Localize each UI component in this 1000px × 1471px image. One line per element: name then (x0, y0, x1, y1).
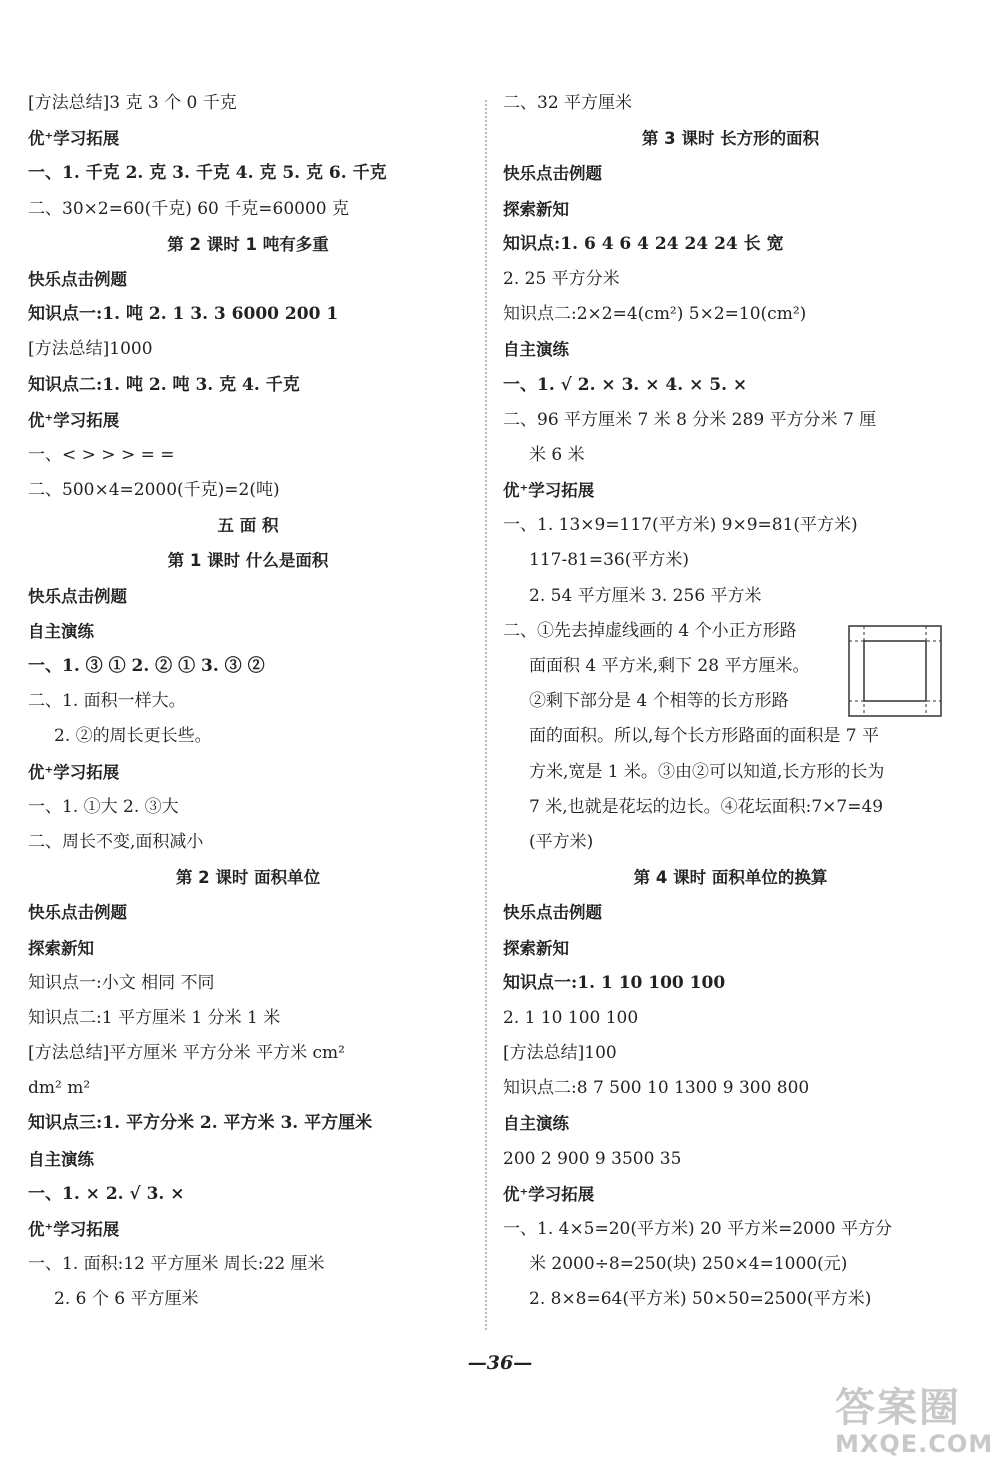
left-column-line: 二、周长不变,面积减小 (28, 831, 204, 852)
left-column-line: 2. ②的周长更长些。 (54, 726, 212, 747)
right-column-line: 200 2 900 9 3500 35 (503, 1148, 682, 1169)
left-column-line: 一、1. ③ ① 2. ② ① 3. ③ ② (28, 656, 265, 676)
right-column-line: 第 4 课时 面积单位的换算 (633, 868, 828, 888)
column-divider (485, 100, 487, 1330)
right-column-line: ②剩下部分是 4 个相等的长方形路 (529, 691, 789, 712)
right-column-line: 知识点:1. 6 4 6 4 24 24 24 长 宽 (503, 233, 784, 254)
right-column-line: 二、32 平方厘米 (503, 93, 633, 113)
left-column-line: 第 2 课时 1 吨有多重 (167, 234, 329, 254)
left-column-line: dm² m² (28, 1078, 91, 1099)
left-column-line: 优⁺学习拓展 (28, 762, 120, 782)
right-column-line: 快乐点击例题 (503, 903, 602, 923)
left-column-line: 知识点二:1. 吨 2. 吨 3. 克 4. 千克 (28, 374, 300, 395)
left-column-line: 知识点一:小文 相同 不同 (28, 972, 215, 993)
left-column-line: 二、30×2=60(千克) 60 千克=60000 克 (28, 198, 349, 219)
left-column-line: 一、< > > > = = (28, 444, 175, 465)
left-column-line: [方法总结]平方厘米 平方分米 平方米 cm² (28, 1043, 345, 1064)
left-column-line: 五 面 积 (217, 516, 279, 536)
watermark-logo (835, 1385, 994, 1465)
right-column-line: 第 3 课时 长方形的面积 (641, 129, 820, 149)
left-column-line: 优⁺学习拓展 (28, 410, 120, 430)
right-column-line: (平方米) (529, 831, 594, 852)
left-column-line: 优⁺学习拓展 (28, 129, 120, 149)
left-column-line: 快乐点击例题 (28, 586, 127, 606)
left-column-line: 一、1. 千克 2. 克 3. 千克 4. 克 5. 克 6. 千克 (28, 163, 387, 184)
right-column-line: 知识点二:8 7 500 10 1300 9 300 800 (503, 1078, 810, 1099)
right-column-line: 探索新知 (503, 938, 569, 958)
left-column-line: 2. 6 个 6 平方厘米 (54, 1289, 199, 1310)
left-column-line: 一、1. × 2. √ 3. × (28, 1183, 185, 1204)
right-column-line: 2. 8×8=64(平方米) 50×50=2500(平方米) (529, 1289, 872, 1310)
right-column-line: 一、1. 4×5=20(平方米) 20 平方米=2000 平方分 (503, 1219, 892, 1239)
left-column-line: [方法总结]1000 (28, 339, 153, 360)
left-column-line: 一、1. 面积:12 平方厘米 周长:22 厘米 (28, 1254, 325, 1275)
right-column-line: 面面积 4 平方米,剩下 28 平方厘米。 (529, 656, 810, 676)
right-column-line: 2. 54 平方厘米 3. 256 平方米 (529, 585, 762, 606)
left-column-line: 知识点二:1 平方厘米 1 分米 1 米 (28, 1007, 281, 1028)
right-column-line: 自主演练 (503, 1114, 569, 1134)
right-column-line: 二、96 平方厘米 7 米 8 分米 289 平方分米 7 厘 (503, 409, 877, 430)
right-column-line: 快乐点击例题 (503, 164, 602, 184)
left-column-line: 快乐点击例题 (28, 903, 127, 923)
right-column-line: 面的面积。所以,每个长方形路面的面积是 7 平 (529, 726, 880, 747)
left-column-line: 第 1 课时 什么是面积 (167, 551, 329, 571)
left-column-line: 知识点三:1. 平方分米 2. 平方米 3. 平方厘米 (28, 1113, 373, 1134)
left-column-line: 知识点一:1. 吨 2. 1 3. 3 6000 200 1 (28, 304, 339, 325)
left-column-line: 一、1. ①大 2. ③大 (28, 796, 179, 817)
right-column-line: 2. 25 平方分米 (503, 268, 620, 289)
right-column-line: 探索新知 (503, 199, 569, 219)
left-column-line: 自主演练 (28, 1149, 94, 1169)
page-number: —36— (467, 1352, 533, 1374)
right-column-line: 一、1. √ 2. × 3. × 4. × 5. × (503, 374, 748, 395)
left-column-line: 二、500×4=2000(千克)=2(吨) (28, 480, 280, 501)
right-column-line: 117-81=36(平方米) (529, 550, 689, 571)
left-column-line: 二、1. 面积一样大。 (28, 691, 186, 712)
right-column-line: 知识点一:1. 1 10 100 100 (503, 972, 726, 993)
left-column-line: [方法总结]3 克 3 个 0 千克 (28, 93, 237, 113)
left-column-line: 第 2 课时 面积单位 (175, 868, 321, 888)
right-column-line: 优⁺学习拓展 (503, 1184, 595, 1204)
left-column-line: 自主演练 (28, 621, 94, 641)
right-column-line: [方法总结]100 (503, 1043, 617, 1064)
flowerbed-figure (848, 625, 942, 717)
watermark-en: MXQE.COM (835, 1430, 994, 1458)
right-column-line: 米 2000÷8=250(块) 250×4=1000(元) (529, 1254, 848, 1275)
right-column-line: 7 米,也就是花坛的边长。④花坛面积:7×7=49 (529, 796, 884, 817)
right-column-line: 2. 1 10 100 100 (503, 1007, 639, 1028)
right-column-line: 方米,宽是 1 米。③由②可以知道,长方形的长为 (529, 761, 885, 782)
left-column-line: 快乐点击例题 (28, 269, 127, 289)
right-column-line: 自主演练 (503, 340, 569, 360)
right-column-line: 一、1. 13×9=117(平方米) 9×9=81(平方米) (503, 515, 858, 536)
left-column-line: 探索新知 (28, 938, 94, 958)
right-column-line: 知识点二:2×2=4(cm²) 5×2=10(cm²) (503, 304, 807, 325)
right-column-line: 优⁺学习拓展 (503, 481, 595, 501)
watermark-cn: 答案圈 (835, 1385, 961, 1431)
right-column-line: 二、①先去掉虚线画的 4 个小正方形路 (503, 620, 797, 641)
left-column-line: 优⁺学习拓展 (28, 1220, 120, 1239)
right-column-line: 米 6 米 (529, 444, 585, 465)
left-column (28, 86, 468, 1318)
